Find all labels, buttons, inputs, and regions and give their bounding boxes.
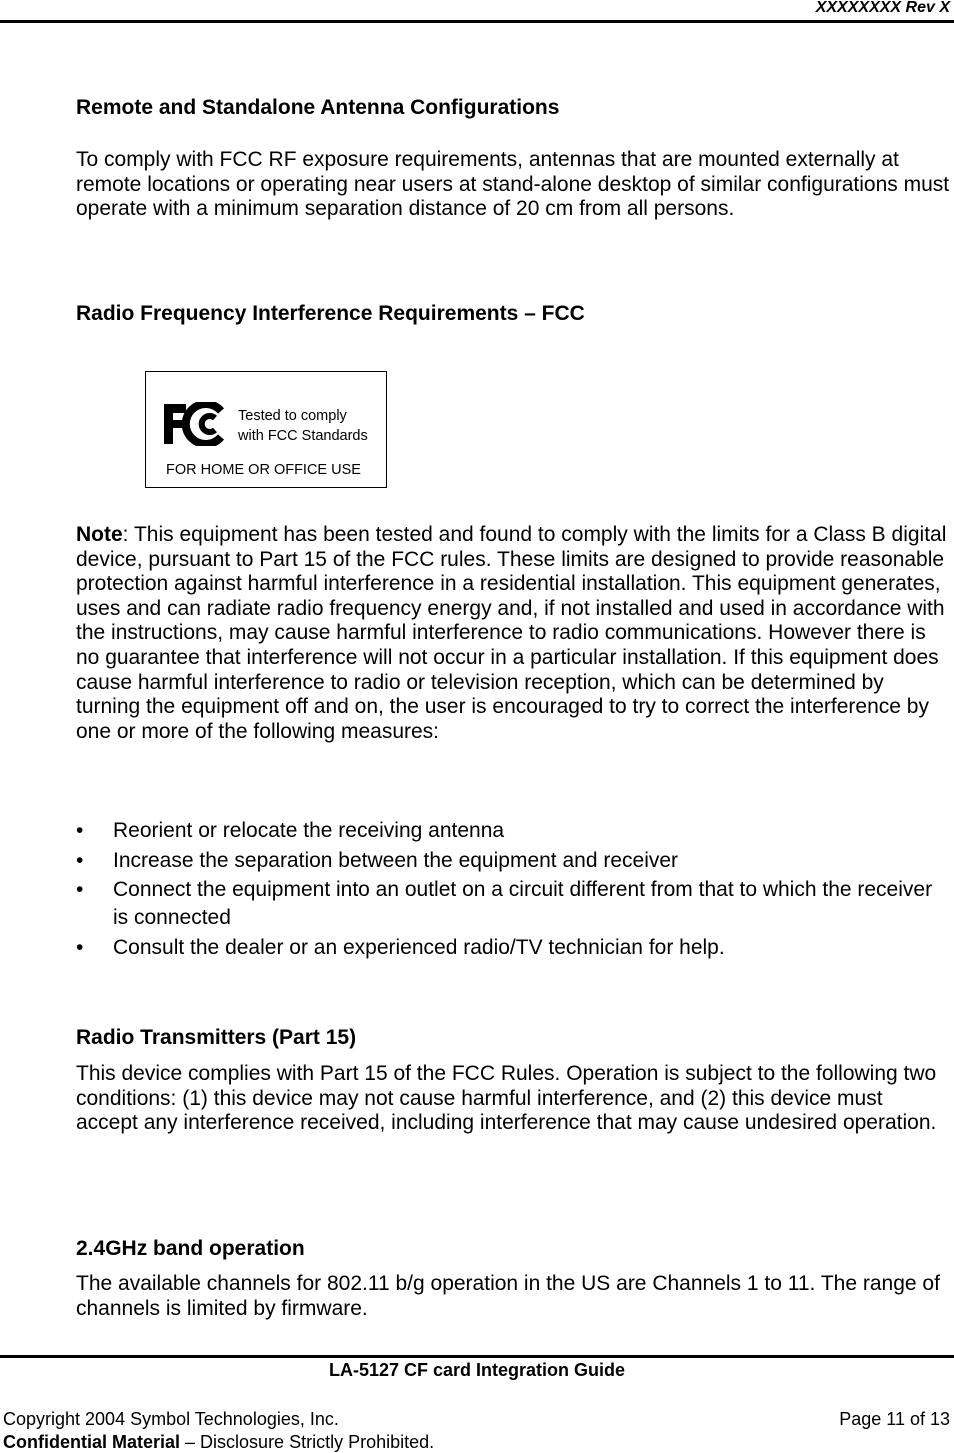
footer-title: LA-5127 CF card Integration Guide bbox=[328, 1360, 626, 1380]
transmitters-paragraph: This device complies with Part 15 of the FCC Rules. Operation is subject to the following two conditions: (1) this device may not cause harmful interference, and (2) this device must accept any interference received, including interference that may cause undesired operation. bbox=[76, 1062, 937, 1135]
footer-rule bbox=[0, 1355, 954, 1358]
header-rule bbox=[0, 20, 954, 23]
band-paragraph: The available channels for 802.11 b/g operation in the US are Channels 1 to 11. The range of channels is limited by firmware. bbox=[76, 1272, 940, 1320]
footer-confidential: Confidential Material – Disclosure Strictly Prohibited. bbox=[3, 1432, 435, 1452]
note-body: : This equipment has been tested and found to comply with the limits for a Class B digital device, pursuant to Part 15 of the FCC rules. These limits are designed to provide reasonable protection against harmful interference in a residential installation. This equipment generates, uses and can radiate radio frequency energy and, if not installed and used in accordance with the instructions, may cause harmful interference to radio communications. However there is no guarantee that interference will not occur in a particular installation. If this equipment does cause harmful interference to radio or television reception, which can be determined by turning the equipment off and on, the user is encouraged to try to correct the interference by one or more of the following measures: bbox=[76, 523, 947, 743]
list-item: • Consult the dealer or an experienced radio/TV technician for help. bbox=[76, 934, 936, 962]
note-paragraph bbox=[76, 523, 950, 744]
fcc-label-line2: with FCC Standards bbox=[238, 428, 368, 444]
measures-list bbox=[76, 817, 936, 963]
fcc-label-line3: FOR HOME OR OFFICE USE bbox=[166, 462, 361, 478]
section-heading-transmitters: Radio Transmitters (Part 15) bbox=[76, 1026, 357, 1049]
fcc-logo-icon bbox=[164, 402, 226, 446]
section-heading-antenna: Remote and Standalone Antenna Configurations bbox=[76, 96, 560, 119]
bullet-icon: • bbox=[76, 848, 84, 872]
antenna-paragraph: To comply with FCC RF exposure requirements, antennas that are mounted externally at remote locations or operating near users at stand-alone desktop of similar configurations must operate with a minimum separation distance of 20 cm from all persons. bbox=[76, 148, 950, 221]
fcc-label-line1: Tested to comply bbox=[238, 408, 347, 424]
list-item: • Connect the equipment into an outlet on a circuit different from that to which the receiver is connected bbox=[76, 878, 933, 929]
bullet-icon: • bbox=[76, 819, 84, 842]
document-code: XXXXXXXX Rev X bbox=[815, 0, 950, 16]
section-heading-band: 2.4GHz band operation bbox=[76, 1237, 305, 1260]
fcc-compliance-label bbox=[145, 371, 387, 488]
list-item: • Reorient or relocate the receiving antenna bbox=[76, 817, 936, 845]
section-heading-rfi: Radio Frequency Interference Requirements – FCC bbox=[76, 302, 585, 325]
footer-copyright: Copyright 2004 Symbol Technologies, Inc. bbox=[3, 1409, 339, 1429]
page-number: Page 11 of 13 bbox=[839, 1409, 950, 1429]
note-label: Note bbox=[76, 523, 123, 546]
bullet-icon: • bbox=[76, 935, 84, 959]
bullet-icon: • bbox=[76, 878, 84, 901]
confidential-label: Confidential Material bbox=[3, 1432, 181, 1452]
list-item: • Increase the separation between the equipment and receiver bbox=[76, 847, 936, 875]
